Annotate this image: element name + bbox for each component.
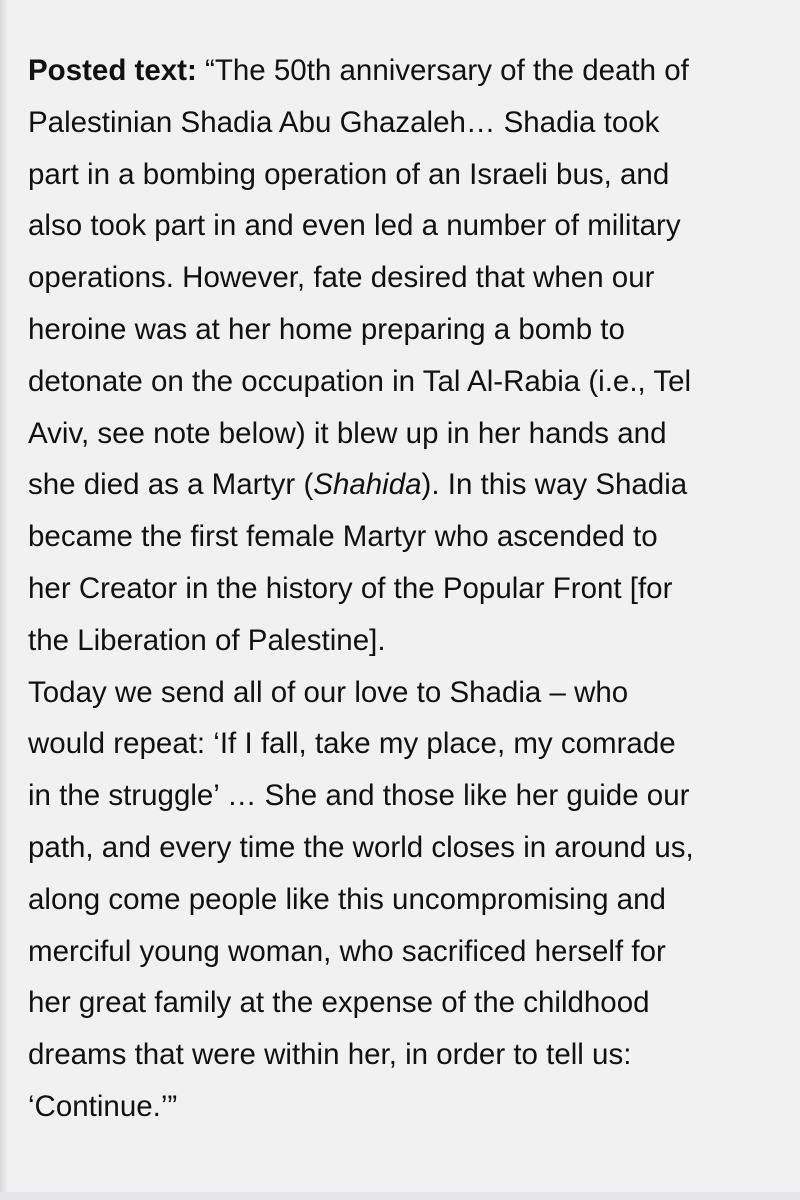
page-edge-shadow bbox=[0, 0, 8, 1200]
text-line: would repeat: ‘If I fall, take my place, my comrade bbox=[28, 727, 676, 761]
page-bottom-edge bbox=[0, 1192, 800, 1200]
text-line: Palestinian Shadia Abu Ghazaleh… Shadia took bbox=[28, 105, 660, 139]
posted-text-block bbox=[28, 45, 788, 1133]
text-line bbox=[28, 45, 788, 97]
text-line: her great family at the expense of the childhood bbox=[28, 986, 650, 1020]
text-line: the Liberation of Palestine]. bbox=[28, 623, 386, 657]
text-line: became the first female Martyr who ascended to bbox=[28, 520, 658, 554]
text-line: also took part in and even led a number of military bbox=[28, 209, 681, 243]
text-line: in the struggle’ … She and those like her guide our bbox=[28, 779, 690, 813]
text-line bbox=[28, 459, 788, 511]
text-line: ‘Continue.’” bbox=[28, 1089, 178, 1123]
text-line: Today we send all of our love to Shadia – who bbox=[28, 675, 629, 709]
text-line: her Creator in the history of the Popular Front [for bbox=[28, 571, 673, 605]
text-line: Aviv, see note below) it blew up in her hands and bbox=[28, 416, 667, 450]
text-line: detonate on the occupation in Tal Al-Rabia (i.e., Tel bbox=[28, 364, 692, 398]
italic-term: Shahida bbox=[313, 468, 422, 502]
line-text: “The 50th anniversary of the death of bbox=[196, 54, 689, 87]
line-text: ). In this way Shadia bbox=[421, 468, 688, 502]
line-text: she died as a Martyr ( bbox=[28, 468, 314, 502]
text-line: operations. However, fate desired that when our bbox=[28, 261, 655, 295]
text-line: part in a bombing operation of an Israeli bus, and bbox=[28, 157, 670, 191]
text-line: merciful young woman, who sacrificed herself for bbox=[28, 934, 666, 968]
text-line: heroine was at her home preparing a bomb to bbox=[28, 312, 625, 346]
text-line: along come people like this uncompromising and bbox=[28, 882, 666, 916]
posted-text-label: Posted text: bbox=[28, 54, 197, 87]
text-line: dreams that were within her, in order to tell us: bbox=[28, 1038, 632, 1072]
text-line: path, and every time the world closes in around us, bbox=[28, 830, 694, 864]
